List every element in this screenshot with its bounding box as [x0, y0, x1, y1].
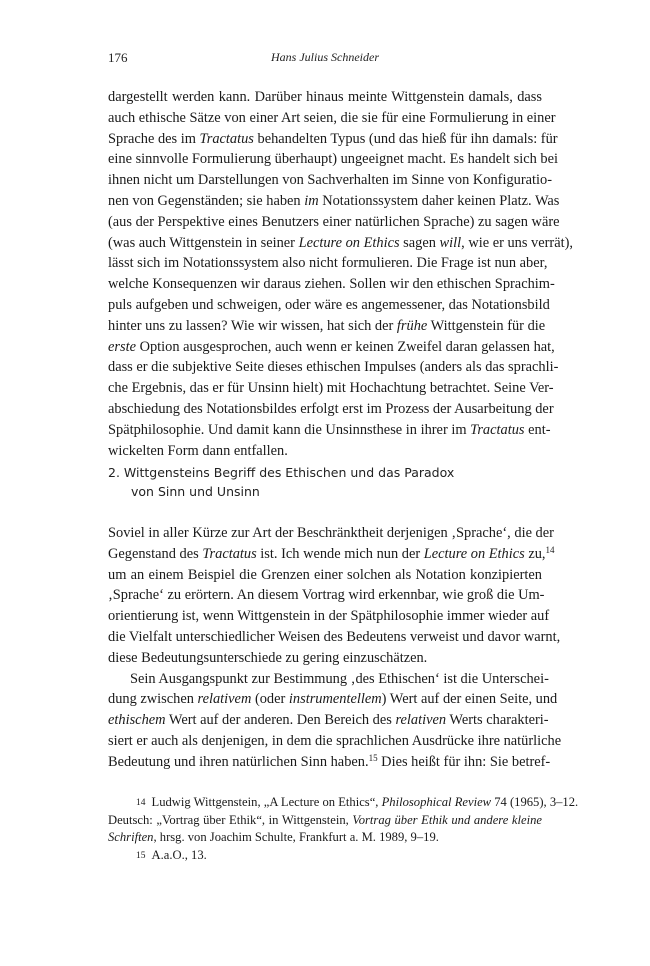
text-line: die Vielfalt unterschiedlicher Weisen des Bedeutens verweist und davor warnt, — [108, 628, 561, 645]
footnotes — [108, 794, 579, 864]
footnote-14 — [108, 794, 579, 847]
body-section-2 — [108, 523, 562, 773]
text-line: abschiedung des Notationsbildes erfolgt erst im Prozess der Ausarbeitung der — [108, 400, 554, 417]
text-line: dargestellt werden kann. Darüber hinaus meinte Wittgenstein damals, dass — [108, 89, 542, 105]
text-line: ‚Sprache‘ zu erörtern. An diesem Vortrag wird erkennbar, wie groß die Um- — [108, 587, 545, 604]
section-heading-line-1: 2. Wittgensteins Begriff des Ethischen und das Paradox — [108, 465, 455, 480]
running-head-author: Hans Julius Schneider — [271, 50, 379, 64]
page-number: 176 — [108, 50, 128, 65]
text-line: siert er auch als denjenigen, in dem die sprachlichen Ausdrücke ihre natürliche — [108, 732, 562, 749]
text-line: eine sinnvolle Formulierung überhaupt) ungeeignet macht. Es handelt sich bei — [108, 151, 558, 168]
text-line: (aus der Perspektive eines Benutzers einer natürlichen Sprache) zu sagen wäre — [108, 213, 560, 230]
text-line: Sprache des im Tractatus behandelten Typus (und das hieß für ihn damals: für — [108, 130, 558, 147]
section-heading — [108, 463, 542, 501]
text-line: erste Option ausgesprochen, auch wenn er keinen Zweifel daran gelassen hat, — [108, 338, 555, 355]
text-line: Sein Ausgangspunkt zur Bestimmung ‚des Ethischen‘ ist die Unterschei- — [130, 670, 549, 687]
body-paragraph-1 — [108, 87, 574, 461]
section-heading-line-2: von Sinn und Unsinn — [131, 484, 260, 499]
text-line: dung zwischen relativem (oder instrumentellem) Wert auf der einen Seite, und — [108, 691, 558, 708]
footnote-15-text: A.a.O., 13. — [151, 847, 207, 862]
text-line: welche Konsequenzen wir daraus ziehen. Sollen wir den ethischen Sprachim- — [108, 276, 555, 293]
text-line: ethischem Wert auf der anderen. Den Bereich des relativen Werts charakteri- — [108, 712, 549, 729]
footnote-reference[interactable]: 14 — [545, 544, 555, 555]
body-paragraph-2 — [108, 523, 561, 669]
footnote-14-line: Schriften, hrsg. von Joachim Schulte, Frankfurt a. M. 1989, 9–19. — [108, 830, 439, 844]
text-line: auch ethische Sätze von einer Art seien, die sie für eine Formulierung in einer — [108, 109, 556, 126]
text-line: Bedeutung und ihren natürlichen Sinn haben.$^{15}$ Dies heißt für ihn: Sie betref- — [108, 752, 551, 770]
text-line: che Ergebnis, das er für Unsinn hielt) mit Hochachtung betrachtet. Seine Ver- — [108, 380, 554, 397]
text-line: Gegenstand des Tractatus ist. Ich wende mich nun der Lecture on Ethics zu,$^{14}$ — [108, 544, 555, 562]
footnote-14-line: Deutsch: „Vortrag über Ethik“, in Wittgenstein, Vortrag über Ethik und andere kleine — [108, 812, 542, 827]
text-line: puls aufgeben und schweigen, oder wäre es angemessener, das Notationsbild — [108, 296, 550, 313]
footnote-15 — [108, 847, 542, 865]
text-line: diese Bedeutungsunterschiede zu gering einzuschätzen. — [108, 649, 428, 666]
text-line: (was auch Wittgenstein in seiner Lecture on Ethics sagen will, wie er uns verrät), — [108, 234, 574, 251]
text-line: Soviel in aller Kürze zur Art der Beschränktheit derjenigen ‚Sprache‘, die der — [108, 525, 554, 541]
text-line: hinter uns zu lassen? Wie wir wissen, hat sich der frühe Wittgenstein für die — [108, 317, 546, 334]
footnote-14-number: 14 — [136, 798, 146, 808]
footnote-15-number: 15 — [136, 850, 146, 861]
text-line: Spätphilosophie. Und damit kann die Unsinnsthese in ihrer im Tractatus ent- — [108, 421, 551, 438]
footnote-15-line — [108, 847, 542, 865]
body-paragraph-3 — [108, 669, 562, 773]
running-head — [108, 50, 542, 68]
text-line: wickelten Form dann entfallen. — [108, 442, 288, 459]
text-line: nen von Gegenständen; sie haben im Notationssystem daher keinen Platz. Was — [108, 192, 560, 209]
text-line: lässt sich im Notationssystem also nicht formulieren. Die Frage ist nun aber, — [108, 255, 548, 272]
footnote-reference[interactable]: 15 — [368, 752, 378, 763]
text-line: um an einem Beispiel die Grenzen einer solchen als Notation konzipierten — [108, 566, 542, 583]
text-line: dass er die subjektive Seite dieses ethischen Impulses (anders als das sprachli- — [108, 359, 559, 376]
text-line: ihnen nicht um Darstellungen von Sachverhalten im Sinne von Konfiguratio- — [108, 172, 553, 189]
footnote-14-line: 14 Ludwig Wittgenstein, „A Lecture on Ethics“, Philosophical Review 74 (1965), 3–12. — [136, 795, 579, 809]
text-line: orientierung ist, wenn Wittgenstein in der Spätphilosophie immer wieder auf — [108, 608, 550, 625]
